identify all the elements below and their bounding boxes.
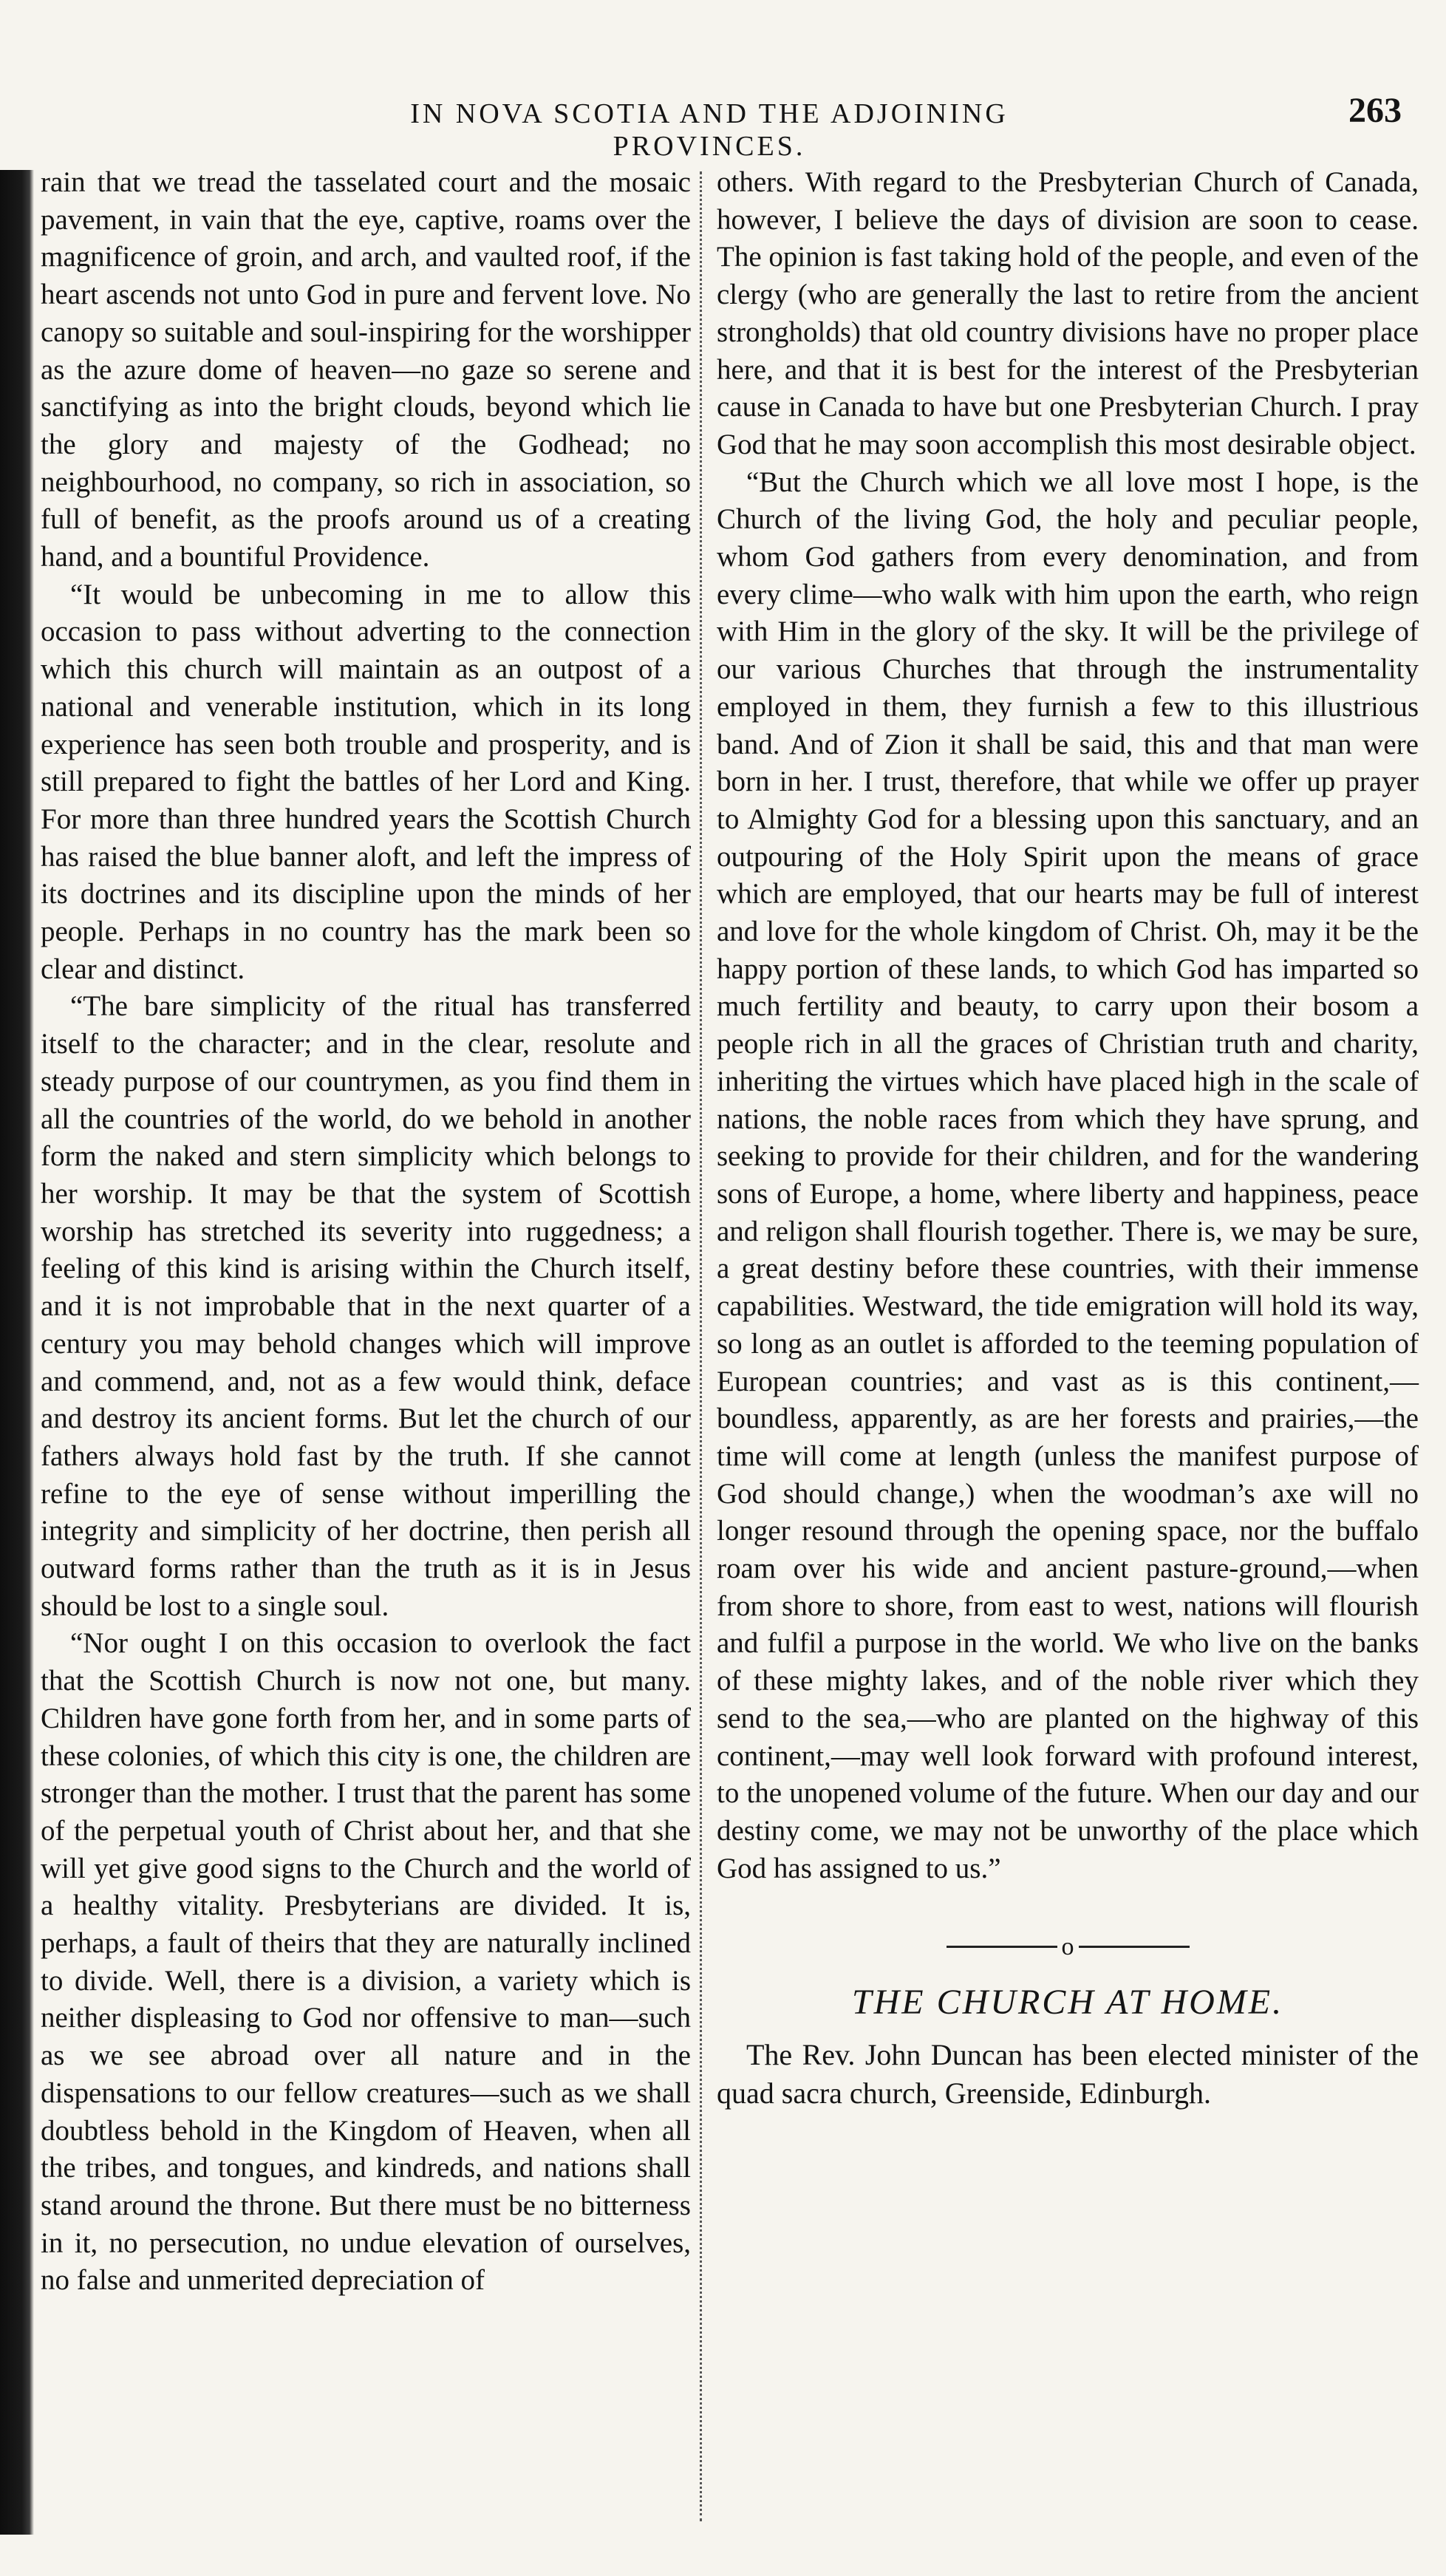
paragraph-4: “Nor ought I on this occasion to overlook the fact that the Scottish Church is now not one, but many. Children have gone forth from her, and in some parts of these colonies, of which this city is one, the children are stronger than the mother. I trust that the parent has some of the perpetual youth of Christ about her, and that she will yet give good signs to the Church and the world of a healthy vitality. Presbyterians are divided. It is, perhaps, a fault of theirs that they are naturally inclined to divide. Well, there is a division, a variety which is neither displeasing to God nor offensive to man—such as we see abroad over all nature and in the dispensations to our fellow creatures—such as we shall doubtless behold in the Kingdom of Heaven, when all the tribes, and tongues, and kindreds, and nations shall stand around the throne. But there must be no bitterness in it, no persecution, no undue elevation of ourselves, no false and unmerited depreciation of xyxy=(41,1627,691,2297)
separator-rule-left xyxy=(947,1946,1057,1948)
page-number: 263 xyxy=(1348,91,1402,130)
section-separator xyxy=(717,1930,1419,1961)
binding-shadow xyxy=(0,170,34,2535)
paragraph-5: others. With regard to the Presbyterian Church of Canada, however, I believe the days of division are soon to cease. The opinion is fast taking hold of the people, and even of the clergy (who are generally the last to retire from the ancient strongholds) that old country divisions have no proper place here, and that it is best for the interest of the Presbyterian cause in Canada to have but one Presbyterian Church. I pray God that he may soon accomplish this most desirable object. xyxy=(717,166,1419,460)
paragraph-2: “It would be unbecoming in me to allow this occasion to pass without adverting to the connection which this church will maintain as an outpost of a national and venerable institution, which in its long experience has seen both trouble and prosperity, and is still prepared to fight the battles of her Lord and King. For more than three hundred years the Scottish Church has raised the blue banner aloft, and left the impress of its doctrines and its discipline upon the minds of her people. Perhaps in no country has the mark been so clear and distinct. xyxy=(41,578,691,985)
paragraph-6: “But the Church which we all love most I hope, is the Church of the living God, the holy and peculiar people, whom God gathers from every denomination, and from every clime—who walk with him upon the earth, who reign with Him in the glory of the sky. It will be the privilege of our various Churches that through the instrumentality employed in them, they furnish a few to this illustrious band. And of Zion it shall be said, this and that man were born in her. I trust, therefore, that while we offer up prayer to Almighty God for a blessing upon this sanctuary, and an outpouring of the Holy Spirit upon the means of grace which are employed, that our hearts may be full of interest and love for the whole kingdom of Christ. Oh, may it be the happy portion of these lands, to which God has imparted so much fertility and beauty, to carry upon their bosom a people rich in all the graces of Christian truth and charity, inheriting the virtues which have placed high in the scale of nations, the noble races from which they have sprung, and seeking to provide for their children, and for the wandering sons of Europe, a home, where liberty and happiness, peace and religon shall flourish together. There is, we may be sure, a great destiny before these countries, with their immense capabilities. Westward, the tide emigration will hold its way, so long as an outlet is afforded to the teeming population of European countries; and vast as is this continent,—boundless, apparently, as are her forests and prairies,—the time will come at length (unless the manifest purpose of God should change,) when the woodman’s axe will no longer resound through the opening space, nor the buffalo roam over his wide and ancient pasture-ground,—when from shore to shore, from east to west, nations will flourish and fulfil a purpose in the world. We who live on the banks of these mighty lakes, and of the noble river which they send to the sea,—who are planted on the highway of this continent,—may well look forward with profound interest, to the unopened volume of the future. When our day and our destiny come, we may not be unworthy of the place which God has assigned to us.” xyxy=(717,466,1419,1884)
news-section xyxy=(717,2036,1419,2113)
right-column xyxy=(717,164,1419,2529)
left-column xyxy=(41,164,691,2529)
news-item: The Rev. John Duncan has been elected minister of the quad sacra church, Greenside, Edinburgh. xyxy=(717,2038,1419,2110)
separator-rule-right xyxy=(1079,1946,1190,1948)
paragraph-1: rain that we tread the tasselated court and the mosaic pavement, in vain that the eye, captive, roams over the magnificence of groin, and arch, and vaulted roof, if the heart ascends not unto God in pure and fervent love. No canopy so suitable and soul-inspiring for the worshipper as the azure dome of heaven—no gaze so serene and sanctifying as into the bright clouds, beyond which lie the glory and majesty of the Godhead; no neighbourhood, no company, so rich in association, so full of benefit, as the proofs around us of a creating hand, and a bountiful Providence. xyxy=(41,166,691,573)
section-title: THE CHURCH AT HOME. xyxy=(851,1982,1284,2022)
paragraph-3: “The bare simplicity of the ritual has transferred itself to the character; and in the clear, resolute and steady purpose of our countrymen, as you find them in all the countries of the world, do we behold in another form the naked and stern simplicity which belongs to her worship. It may be that the system of Scottish worship has stretched its severity into ruggedness; a feeling of this kind is arising within the Church itself, and it is not improbable that in the next quarter of a century you may behold changes which will improve and commend, and, not as a few would think, deface and destroy its ancient forms. But let the church of our fathers always hold fast by the truth. If she cannot refine to the eye of sense without imperilling the integrity and simplicity of her doctrine, then perish all outward forms rather than the truth as it is in Jesus should be lost to a single soul. xyxy=(41,990,691,1622)
separator-ornament: o xyxy=(1061,1932,1074,1960)
running-head: IN NOVA SCOTIA AND THE ADJOINING PROVINCES. xyxy=(410,98,1009,162)
column-divider xyxy=(700,171,702,2521)
